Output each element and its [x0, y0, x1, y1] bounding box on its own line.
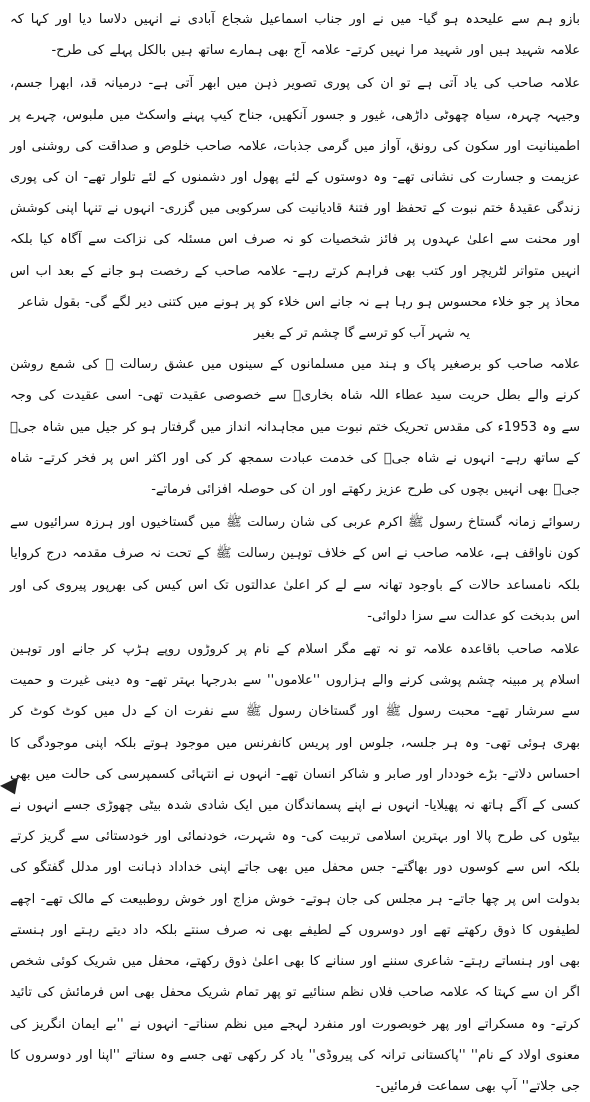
paragraph-devotion: علامہ صاحب کو برصغیر پاک و ہند میں مسلمانوں کے سینوں میں عشق رسالت ﷺ کی شمع روشن کرنے والے بطل حریت سید عطاء اللہ شاہ بخاریؒ سے خصوصی عقیدت تھی- اسی عقیدت کی وجہ سے وہ 1953ء کی مقدس تحریک ختم نبوت میں مجاہدانہ انداز میں گرفتار ہو کر جیل میں شاہ جیؒ کے ساتھ رہے- انہوں نے شاہ جیؒ کی خدمت عبادت سمجھ کر کی اور اکثر اس پر فخر کرتے- شاہ جیؒ بھی انہیں بچوں کی طرح عزیز رکھتے اور ان کی حوصلہ افزائی فرماتے- — [10, 357, 580, 498]
paragraph-opening: بازو ہم سے علیحدہ ہو گیا- میں نے اور جناب اسماعیل شجاع آبادی نے انہیں دلاسا دیا اور کہا کہ علامہ شہید ہیں اور شہید مرا نہیں کرتے- علامہ آج بھی ہمارے ساتھ ہیں بالکل پہلے کی طرح- — [10, 12, 580, 59]
document-page — [10, 4, 580, 1094]
paragraph-blasphemy-case: رسوائے زمانہ گستاخ رسول ﷺ اکرم عربی کی شان رسالت ﷺ میں گستاخیوں اور ہرزہ سرائیوں سے کون ناواقف ہے، علامہ صاحب نے اس کے خلاف توہین رسالت ﷺ کے تحت نہ صرف مقدمہ درج کروایا بلکہ نامساعد حالات کے باوجود تھانہ سے لے کر اعلیٰ عدالتوں تک اس کیس کی بھرپور پیروی کی اور اس بدبخت کو عدالت سے سزا دلوائی- — [10, 515, 580, 624]
paragraph-portrait: علامہ صاحب کی یاد آتی ہے تو ان کی پوری تصویر ذہن میں ابھر آتی ہے- درمیانہ قد، ابھرا جسم، وجیہہ چہرہ، سیاہ چھوٹی داڑھی، غیور و جسور آنکھیں، جناح کیپ پہنے واسکٹ میں ملبوس، چہرے پر اطمینانیت اور سکون کی رونق، آواز میں گرمی جذبات، علامہ صاحب خلوص و صداقت کی روشنی اور عزیمت و جسارت کی نشانی تھے- وہ دوستوں کے لئے پھول اور دشمنوں کے لئے تلوار تھے- ان کی پوری زندگی عقیدۂ ختم نبوت کے تحفظ اور فتنۂ قادیانیت کی سرکوبی میں گزری- انہوں نے تنہا اپنی کوشش اور محنت سے اعلیٰ عہدوں پر فائز شخصیات کو نہ صرف اس مسئلہ کی نزاکت سے آگاہ کیا بلکہ انہیں متواتر لٹریچر اور کتب بھی فراہم کرتے رہے- علامہ صاحب کے رخصت ہو جانے کے بعد اب اس محاذ پر جو خلاء محسوس ہو رہا ہے نہ جانے اس خلاء کو پر ہونے میں کتنی دیر لگے گی- بقول شاعر — [10, 76, 580, 310]
paragraph-character: علامہ صاحب باقاعدہ علامہ تو نہ تھے مگر اسلام کے نام پر کروڑوں روپے ہڑپ کر جانے اور توہین اسلام پر مبینہ چشم پوشی کرنے والے ہزاروں ''علاموں'' سے بدرجہا بہتر تھے- وہ دینی غیرت و حمیت سے سرشار تھے- محبت رسول ﷺ اور گستاخان رسول ﷺ سے نفرت ان کے دل میں کوٹ کوٹ کر بھری ہوئی تھی- وہ ہر جلسہ، جلوس اور پریس کانفرنس میں موجود ہوتے بلکہ اپنی موجودگی کا احساس دلاتے- بڑے خوددار اور صابر و شاکر انسان تھے- انہوں نے انتہائی کسمپرسی کی حالت میں بھی کسی کے آگے ہاتھ نہ پھیلایا- انہوں نے اپنے پسماندگان میں ایک شادی شدہ بیٹی چھوڑی جسے انہوں نے بیٹوں کی طرح پالا اور بہترین اسلامی تربیت کی- وہ شہرت، خودنمائی اور خودستائی سے گریز کرتے بلکہ اس سے کوسوں دور بھاگتے- جس محفل میں بھی جاتے اپنی خداداد ذہانت اور مدلل گفتگو کی بدولت اس پر چھا جاتے- ہر مجلس کی جان ہوتے- خوش مزاج اور خوش روطبیعت کے مالک تھے- اچھے لطیفوں کا ذوق رکھتے تھے اور دوسروں کے لطیفے بھی نہ صرف سنتے بلکہ داد دیتے رہتے اور ہنستے بھی اور ہنساتے رہتے- شاعری سننے اور سنانے کا بھی اعلیٰ ذوق رکھتے، محفل میں شریک کوئی شخص اگر ان سے کہتا کہ علامہ صاحب فلاں نظم سنائیے تو پھر تمام شریک محفل بھی اس فرمائش کی تائید کرتے- وہ مسکراتے اور پھر خوبصورت اور منفرد لہجے میں نظم سناتے- انہوں نے ''بے ایمان انگریز کی معنوی اولاد کے نام'' ''پاکستانی ترانہ کی پیروڈی'' یاد کر رکھی تھی جسے وہ سناتے ''اپنا اور دوسروں کا جی جلاتے'' آپ بھی سماعت فرمائیں- — [10, 642, 580, 1094]
poetry-verse: یہ شہر آب کو ترسے گا چشم تر کے بغیر — [253, 326, 470, 342]
